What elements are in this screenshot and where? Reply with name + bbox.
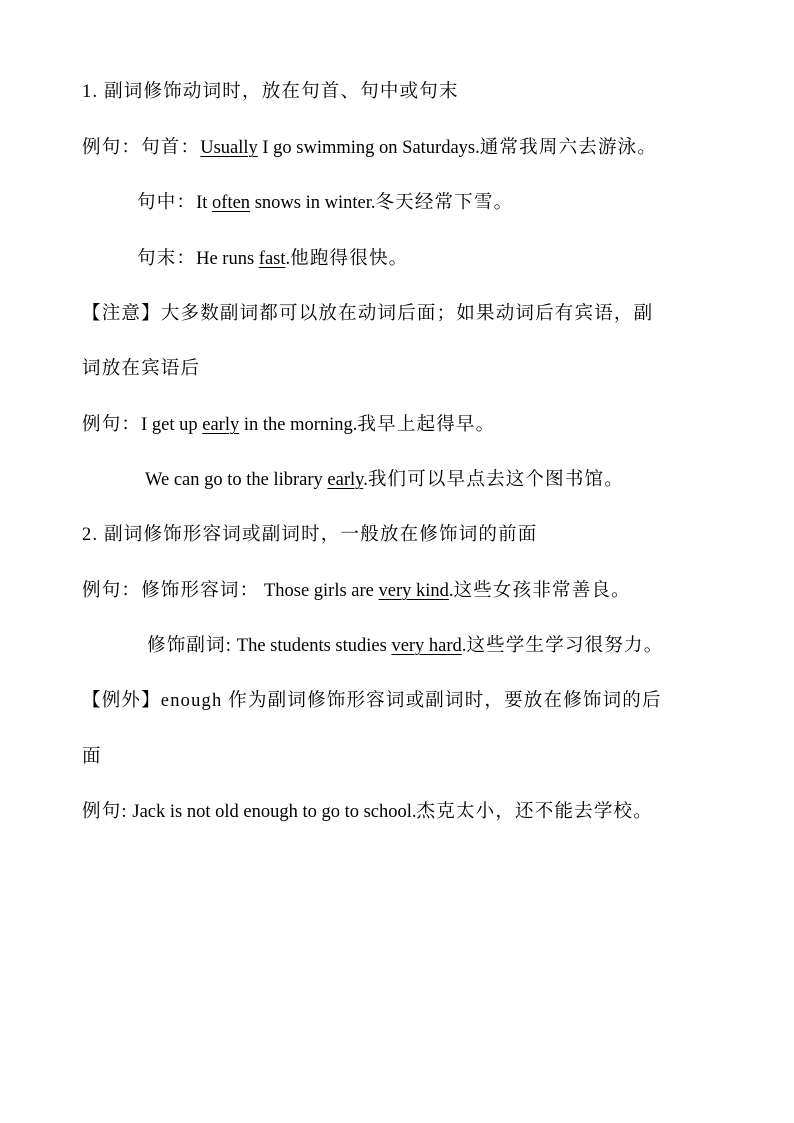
underlined-adverb: very hard xyxy=(391,636,462,656)
example-chinese: 通常我周六去游泳。 xyxy=(479,138,658,158)
note-example-1 xyxy=(82,413,495,437)
example-english: . xyxy=(285,249,291,269)
example-chinese: 杰克太小，还不能去学校。 xyxy=(416,802,653,822)
example-chinese: 他跑得很快。 xyxy=(290,249,409,269)
example-label: 句中： xyxy=(137,193,197,213)
underlined-adverb: early xyxy=(327,470,364,490)
note-example-2 xyxy=(145,468,624,492)
example-english: I get up xyxy=(141,415,203,435)
example-english: We can go to the library xyxy=(145,470,328,490)
underlined-adverb: very kind xyxy=(378,581,449,601)
example-label: 例句: xyxy=(82,802,128,822)
rule2-heading: 2. 副词修饰形容词或副词时，一般放在修饰词的前面 xyxy=(82,525,538,545)
rule1-example-end xyxy=(137,247,408,271)
rule2-example-adjective xyxy=(82,579,631,603)
example-label: 句末： xyxy=(137,249,197,269)
note-line-2: 词放在宾语后 xyxy=(82,359,201,379)
example-english: Jack is not old enough to go to school. xyxy=(127,802,417,822)
exception-line-1: 【例外】enough 作为副词修饰形容词或副词时，要放在修饰词的后 xyxy=(82,691,662,711)
example-label: 例句：句首： xyxy=(82,138,201,158)
rule2-example-adverb xyxy=(147,634,663,658)
example-english: It xyxy=(196,193,213,213)
example-label: 例句： xyxy=(82,415,142,435)
underlined-adverb: Usually xyxy=(200,138,258,158)
example-english: . xyxy=(363,470,368,490)
example-chinese: 这些女孩非常善良。 xyxy=(453,581,631,601)
exception-line-2: 面 xyxy=(82,747,102,767)
example-chinese: 我们可以早点去这个图书馆。 xyxy=(367,470,624,490)
example-english: . xyxy=(448,581,454,601)
example-english: I go swimming on Saturdays. xyxy=(257,138,480,158)
exception-example xyxy=(82,800,653,824)
example-english: . xyxy=(461,636,467,656)
example-english: He runs xyxy=(196,249,259,269)
rule1-example-middle xyxy=(137,191,513,215)
example-chinese: 我早上起得早。 xyxy=(357,415,496,435)
example-label: 例句：修饰形容词： xyxy=(82,581,260,601)
example-chinese: 冬天经常下雪。 xyxy=(375,193,514,213)
example-english: snows in winter. xyxy=(250,193,376,213)
example-english: Those girls are xyxy=(259,581,379,601)
underlined-adverb: fast xyxy=(258,249,286,269)
rule1-example-start xyxy=(82,136,657,160)
note-line-1: 【注意】大多数副词都可以放在动词后面；如果动词后有宾语，副 xyxy=(82,304,654,324)
underlined-adverb: early xyxy=(202,415,240,435)
underlined-adverb: often xyxy=(212,193,251,213)
example-english: The students studies xyxy=(232,636,392,656)
example-chinese: 这些学生学习很努力。 xyxy=(466,636,664,656)
example-label: 修饰副词: xyxy=(147,636,233,656)
example-english: in the morning. xyxy=(239,415,358,435)
rule1-heading: 1. 副词修饰动词时，放在句首、句中或句末 xyxy=(82,82,459,102)
